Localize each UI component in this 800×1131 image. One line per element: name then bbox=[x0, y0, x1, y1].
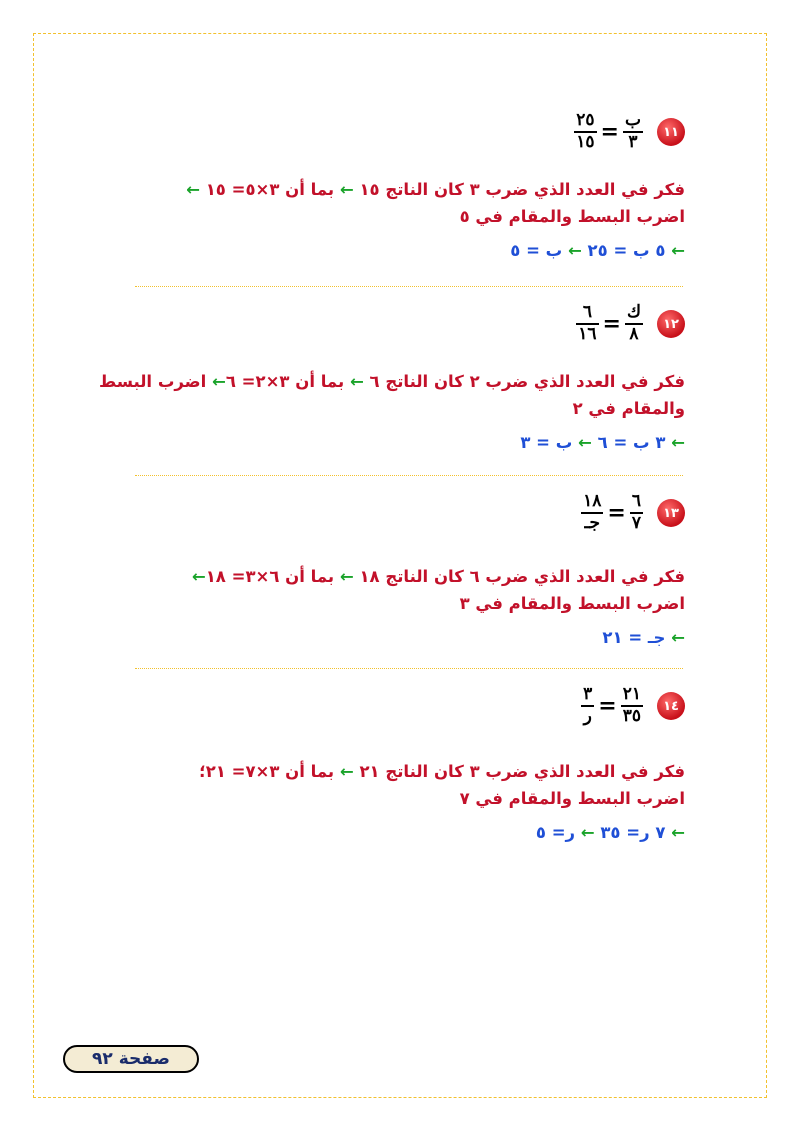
problem-header bbox=[125, 483, 685, 543]
proportion-equation bbox=[574, 112, 643, 152]
answer-line: ← ٣ ب = ٦ ← ب = ٣ bbox=[520, 433, 685, 452]
fraction-left bbox=[630, 493, 643, 533]
arrow-icon: ← bbox=[339, 567, 354, 586]
divider bbox=[135, 668, 683, 669]
numerator: ب bbox=[624, 110, 641, 131]
denominator: ١٦ bbox=[578, 324, 597, 344]
explanation-text: فكر في العدد الذي ضرب ٣ كان الناتج ١٥ ← بما أن ٣×٥= ١٥ ← اضرب البسط والمقام في ٥ bbox=[186, 180, 685, 226]
arrow-icon: ← bbox=[349, 372, 364, 391]
arrow-icon: ← bbox=[578, 433, 592, 452]
proportion-equation bbox=[581, 493, 643, 533]
fraction-left bbox=[623, 112, 643, 152]
number-badge: ١٤ bbox=[657, 692, 685, 720]
fraction-right bbox=[581, 686, 594, 726]
numerator: ٢٥ bbox=[576, 110, 595, 131]
numerator: ٦ bbox=[631, 491, 641, 512]
numerator: ٦ bbox=[582, 302, 592, 323]
denominator: جـ bbox=[584, 513, 601, 533]
equals-sign: = bbox=[598, 693, 617, 719]
problem-12 bbox=[95, 294, 685, 454]
denominator: ٨ bbox=[629, 324, 639, 344]
number-badge: ١١ bbox=[657, 118, 685, 146]
explanation-text: فكر في العدد الذي ضرب ٢ كان الناتج ٦ ← بما أن ٣×٢= ٦← اضرب البسط والمقام في ٢ bbox=[99, 372, 685, 418]
arrow-icon: ← bbox=[671, 241, 685, 260]
problem-header bbox=[125, 676, 685, 736]
explanation-text: فكر في العدد الذي ضرب ٦ كان الناتج ١٨ ← بما أن ٦×٣= ١٨← اضرب البسط والمقام في ٣ bbox=[191, 567, 685, 613]
arrow-icon: ← bbox=[567, 241, 582, 260]
divider bbox=[135, 475, 683, 476]
answer-line: ← جـ = ٢١ bbox=[602, 628, 685, 647]
arrow-icon: ← bbox=[671, 433, 685, 452]
fraction-left bbox=[625, 304, 643, 344]
arrow-icon: ← bbox=[339, 180, 354, 199]
answer-line: ← ٧ ر= ٣٥ ← ر= ٥ bbox=[535, 823, 685, 842]
explanation-text: فكر في العدد الذي ضرب ٣ كان الناتج ٢١ ← بما أن ٣×٧= ٢١؛ اضرب البسط والمقام في ٧ bbox=[199, 762, 685, 808]
equals-sign: = bbox=[602, 311, 621, 337]
problem-13 bbox=[125, 483, 685, 649]
arrow-icon: ← bbox=[671, 628, 685, 647]
fraction-right bbox=[581, 493, 603, 533]
arrow-icon: ← bbox=[671, 823, 685, 842]
number-badge: ١٢ bbox=[657, 310, 685, 338]
denominator: ٧ bbox=[631, 513, 641, 533]
arrow-icon: ← bbox=[580, 823, 595, 842]
fraction-left bbox=[621, 686, 643, 726]
denominator: ١٥ bbox=[576, 132, 595, 152]
arrow-icon: ← bbox=[339, 762, 354, 781]
numerator: ك bbox=[626, 302, 641, 323]
proportion-equation bbox=[581, 686, 643, 726]
divider bbox=[135, 286, 683, 287]
fraction-right bbox=[574, 112, 596, 152]
number-badge: ١٣ bbox=[657, 499, 685, 527]
answer-line: ← ٥ ب = ٢٥ ← ب = ٥ bbox=[510, 241, 685, 260]
denominator: ٣ bbox=[628, 132, 638, 152]
page-number-label: صفحة ٩٢ bbox=[63, 1045, 199, 1073]
arrow-icon: ← bbox=[186, 180, 200, 199]
equals-sign: = bbox=[607, 500, 626, 526]
problem-header bbox=[95, 294, 685, 354]
denominator: ٣٥ bbox=[622, 706, 641, 726]
equals-sign: = bbox=[600, 119, 619, 145]
proportion-equation bbox=[576, 304, 643, 344]
numerator: ١٨ bbox=[583, 491, 602, 512]
arrow-icon: ← bbox=[191, 567, 206, 586]
fraction-right bbox=[576, 304, 598, 344]
problem-14 bbox=[125, 676, 685, 844]
numerator: ٢١ bbox=[622, 684, 641, 705]
numerator: ٣ bbox=[583, 684, 593, 705]
arrow-icon: ← bbox=[212, 372, 226, 391]
problem-header bbox=[125, 102, 685, 162]
problem-11 bbox=[125, 102, 685, 262]
denominator: ر bbox=[583, 706, 592, 726]
